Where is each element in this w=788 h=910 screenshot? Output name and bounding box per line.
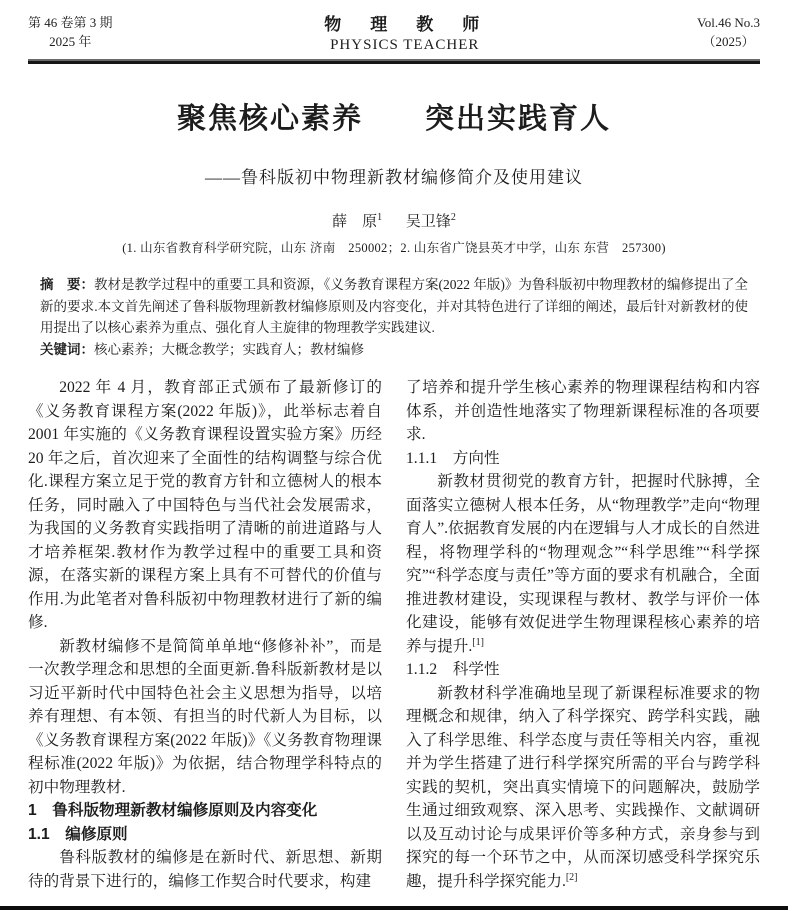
author-1-name: 薛 原 [332, 214, 378, 230]
abstract-paragraph [40, 274, 748, 339]
paragraph-science-text: 新教材科学准确地呈现了新课程标准要求的物理概念和规律，纳入了科学探究、跨学科实践，融入了科学思维、科学态度与责任等相关内容，重视并为学生搭建了进行科学探究所需的平台与跨学科实践的契机，突出真实情境下的问题解决，鼓励学生通过细致观察、深入思考、实践操作、文献调研以及互动讨论与成果评价等多种方式，亲身参与到探究的每一个环节之中，从而深切感受科学探究乐趣，提升科学探究能力. [406, 684, 760, 890]
paragraph-direction [406, 470, 760, 658]
author-2 [406, 214, 456, 230]
vol-no-en: Vol.46 No.3 [697, 15, 760, 30]
journal-title-block [324, 10, 485, 54]
section-heading-1-1-1: 1.1.1 方向性 [406, 449, 500, 467]
abstract-text: 教材是教学过程中的重要工具和资源，《义务教育课程方案(2022 年版)》为鲁科版初中物理教材的编修提出了全新的要求.本文首先阐述了鲁科版物理新教材编修原则及内容变化，并对其特色进行了详细的阐述，最后针对新教材的使用提出了以核心素养为重点、强化育人主旋律的物理教学实践建议. [40, 277, 748, 335]
left-column [28, 376, 382, 893]
journal-header [28, 10, 760, 54]
author-2-sup: 2 [450, 212, 456, 223]
section-heading-1-1: 1.1 编修原则 [28, 825, 128, 843]
affiliation: (1. 山东省教育科学研究院，山东 济南 250002；2. 山东省广饶县英才中学，山东 东营 257300) [122, 241, 666, 255]
article-subtitle: ——鲁科版初中物理新教材编修简介及使用建议 [205, 168, 583, 187]
header-vol-no-block [697, 13, 760, 51]
body-columns [28, 376, 760, 893]
paragraph-direction-text: 新教材贯彻党的教育方针，把握时代脉搏，全面落实立德树人根本任务，从“物理教学”走向“物理育人”.依据教育发展的内在逻辑与人才成长的自然进程，将物理学科的“物理观念”“科学思维”“科学探究”“科学态度与责任”等方面的要求有机融合，全面推进教材建设，实现课程与教材、教学与评价一体化建设，能够有效促进学生物理课程核心素养的培养与提升. [406, 473, 760, 655]
abstract-section [40, 274, 748, 360]
right-column [406, 376, 760, 893]
page-bottom-rule [0, 906, 788, 910]
header-rule [28, 59, 760, 64]
author-2-name: 吴卫锋 [405, 214, 451, 230]
ref-marker-1: [1] [472, 636, 484, 648]
section-heading-1: 1 鲁科版物理新教材编修原则及内容变化 [28, 802, 318, 819]
paragraph-1-1-continuation: 了培养和提升学生核心素养的物理课程结构和内容体系，并创造性地落实了物理新课程标准的各项要求. [406, 379, 760, 443]
keywords-line [40, 339, 748, 361]
section-heading-1-1-2: 1.1.2 科学性 [406, 661, 500, 678]
header-rule-thick [28, 61, 760, 64]
paragraph-1-1-start: 鲁科版教材的编修是在新时代、新思想、新期待的背景下进行的，编修工作契合时代要求，构建 [28, 849, 382, 890]
ref-marker-2: [2] [565, 871, 578, 883]
author-1-sup: 1 [377, 212, 383, 223]
article-title: 聚焦核心素养 突出实践育人 [176, 103, 611, 135]
paragraph-intro-1: 2022 年 4 月，教育部正式颁布了最新修订的《义务教育课程方案(2022 年版)》，此举标志着自 2001 年实施的《义务教育课程设置实验方案》历经 20 年之后，首次迎来了全面性的结构调整与综合优化.课程方案立足于党的教育方针和立德树人的根本任务，同时融入了中国特色与当代社会发展需求，为我国的义务教育实践指明了清晰的前进道路与人才培养框架.教材作为教学过程中的重要工具和资源，在落实新的课程方案上具有不可替代的价值与作用.为此笔者对鲁科版初中物理教材进行了新的编修. [28, 379, 382, 631]
year-en: （2025） [702, 34, 755, 49]
paragraph-science [406, 682, 760, 894]
abstract-label: 摘 要： [40, 277, 95, 292]
authors-line [28, 210, 760, 231]
header-volume-issue-block [28, 13, 113, 51]
journal-title-cn: 物 理 教 师 [324, 15, 486, 34]
volume-issue: 第 46 卷第 3 期 [28, 15, 113, 30]
journal-title-en: PHYSICS TEACHER [330, 37, 480, 53]
keywords-label: 关键词： [40, 341, 94, 357]
year-cn: 2025 年 [49, 34, 92, 49]
author-1 [332, 214, 382, 230]
keywords-text: 核心素养；大概念教学；实践育人；教材编修 [94, 341, 364, 357]
paragraph-intro-2: 新教材编修不是简简单单地“修修补补”，而是一次教学理念和思想的全面更新.鲁科版新教材是以习近平新时代中国特色社会主义思想为指导，以培养有理想、有本领、有担当的时代新人为目标，以《义务教育课程方案(2022 年版)》《义务教育物理课程标准(2022 年版)》为依据，结合物理学科特点的初中物理教材. [28, 637, 382, 796]
